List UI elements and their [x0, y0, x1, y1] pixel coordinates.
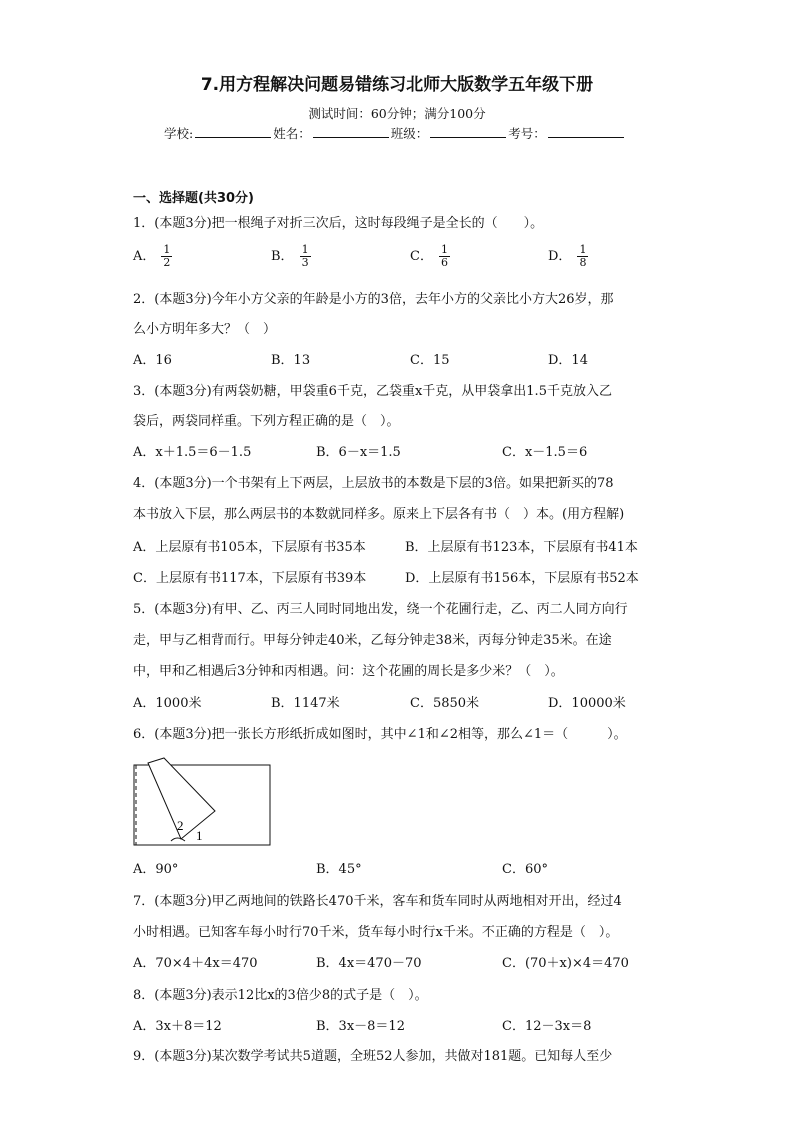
question-1-text: 1．(本题3分)把一根绳子对折三次后，这时每段绳子是全长的（ ）。: [133, 216, 544, 231]
q2-option-d[interactable]: D．14: [548, 353, 588, 368]
question-2-text: 2．(本题3分)今年小方父亲的年龄是小方的3倍，去年小方的父亲比小方大26岁，那: [133, 292, 614, 307]
angle-1-label: 1: [196, 828, 203, 843]
q1-option-b[interactable]: B． $\frac{1}{3}$: [271, 243, 309, 269]
q5-option-a[interactable]: A．1000米: [133, 696, 202, 711]
q1-option-c[interactable]: C． $\frac{1}{6}$: [410, 243, 448, 269]
page-title: 7.用方程解决问题易错练习北师大版数学五年级下册: [200, 75, 594, 95]
q6-option-a[interactable]: A．90°: [133, 862, 179, 877]
q4-option-b[interactable]: B．上层原有书123本，下层原有书41本: [405, 540, 638, 555]
q7-option-b[interactable]: B．4x＝470－70: [316, 956, 422, 971]
student-info-line: [164, 124, 626, 142]
q7-option-a[interactable]: A．70×4＋4x＝470: [133, 956, 258, 971]
q3-option-a[interactable]: A．x＋1.5＝6－1.5: [133, 445, 252, 460]
section-title: 一、选择题(共30分): [133, 191, 254, 206]
question-5-text: 走，甲与乙相背而行。甲每分钟走40米，乙每分钟走38米，丙每分钟走35米。在途: [133, 633, 612, 648]
q2-option-c[interactable]: C．15: [410, 353, 450, 368]
q6-option-b[interactable]: B．45°: [316, 862, 362, 877]
question-6-text: 6．(本题3分)把一张长方形纸折成如图时，其中∠1和∠2相等，那么∠1＝（ ）。: [133, 727, 627, 742]
angle-2-label: 2: [177, 818, 184, 833]
question-9-text: 9．(本题3分)某次数学考试共5道题，全班52人参加，共做对181题。已知每人至少: [133, 1049, 613, 1064]
id-blank[interactable]: [548, 125, 624, 138]
q4-option-d[interactable]: D．上层原有书156本，下层原有书52本: [405, 571, 639, 586]
q5-option-b[interactable]: B．1147米: [271, 696, 340, 711]
q1-option-d[interactable]: D． $\frac{1}{8}$: [548, 243, 587, 269]
folded-paper-figure: [133, 757, 273, 847]
name-label: 姓名：: [273, 126, 311, 141]
q5-option-d[interactable]: D．10000米: [548, 696, 626, 711]
question-5-text: 中，甲和乙相遇后3分钟和丙相遇。问：这个花圃的周长是多少米？（ ）。: [133, 664, 564, 679]
school-label: 学校:: [164, 126, 194, 141]
question-7-text: 小时相遇。已知客车每小时行70千米，货车每小时行x千米。不正确的方程是（ ）。: [133, 925, 619, 940]
name-blank[interactable]: [313, 125, 389, 138]
q5-option-c[interactable]: C．5850米: [410, 696, 480, 711]
class-label: 班级：: [390, 126, 429, 141]
fraction: $\frac{1}{6}$: [440, 243, 448, 269]
fraction: $\frac{1}{2}$: [163, 243, 171, 269]
id-label: 考号：: [508, 126, 546, 141]
question-8-text: 8．(本题3分)表示12比x的3倍少8的式子是（ ）。: [133, 988, 428, 1003]
fraction: $\frac{1}{8}$: [579, 243, 587, 269]
angle-arc: [171, 838, 185, 841]
question-5-text: 5．(本题3分)有甲、乙、丙三人同时同地出发，绕一个花圃行走，乙、丙二人同方向行: [133, 602, 628, 617]
q4-option-a[interactable]: A．上层原有书105本，下层原有书35本: [133, 540, 366, 555]
q7-option-c[interactable]: C．(70＋x)×4＝470: [502, 956, 629, 971]
q2-option-a[interactable]: A．16: [133, 353, 172, 368]
question-4-text: 4．(本题3分)一个书架有上下两层，上层放书的本数是下层的3倍。如果把新买的78: [133, 476, 614, 491]
class-blank[interactable]: [430, 125, 506, 138]
q3-option-c[interactable]: C．x－1.5＝6: [502, 445, 588, 460]
school-blank[interactable]: [195, 125, 271, 138]
q2-option-b[interactable]: B．13: [271, 353, 311, 368]
question-3-text: 袋后，两袋同样重。下列方程正确的是（ ）。: [133, 414, 400, 429]
test-info: 测试时间：60分钟；满分100分: [308, 106, 486, 121]
q3-option-b[interactable]: B．6－x＝1.5: [316, 445, 401, 460]
q8-option-c[interactable]: C．12－3x＝8: [502, 1019, 592, 1034]
q8-option-a[interactable]: A．3x＋8＝12: [133, 1019, 222, 1034]
question-2-text: 么小方明年多大？（ ）: [133, 322, 277, 337]
q4-option-c[interactable]: C．上层原有书117本，下层原有书39本: [133, 571, 367, 586]
q6-option-c[interactable]: C．60°: [502, 862, 548, 877]
question-3-text: 3．(本题3分)有两袋奶糖，甲袋重6千克，乙袋重x千克，从甲袋拿出1.5千克放入乙: [133, 384, 612, 399]
q1-option-a[interactable]: A． $\frac{1}{2}$: [133, 243, 171, 269]
q8-option-b[interactable]: B．3x－8＝12: [316, 1019, 405, 1034]
question-7-text: 7．(本题3分)甲乙两地间的铁路长470千米，客车和货车同时从两地相对开出，经过4: [133, 894, 622, 909]
fraction: $\frac{1}{3}$: [301, 243, 309, 269]
question-4-text: 本书放入下层，那么两层书的本数就同样多。原来上下层各有书（ ）本。(用方程解): [133, 507, 625, 522]
